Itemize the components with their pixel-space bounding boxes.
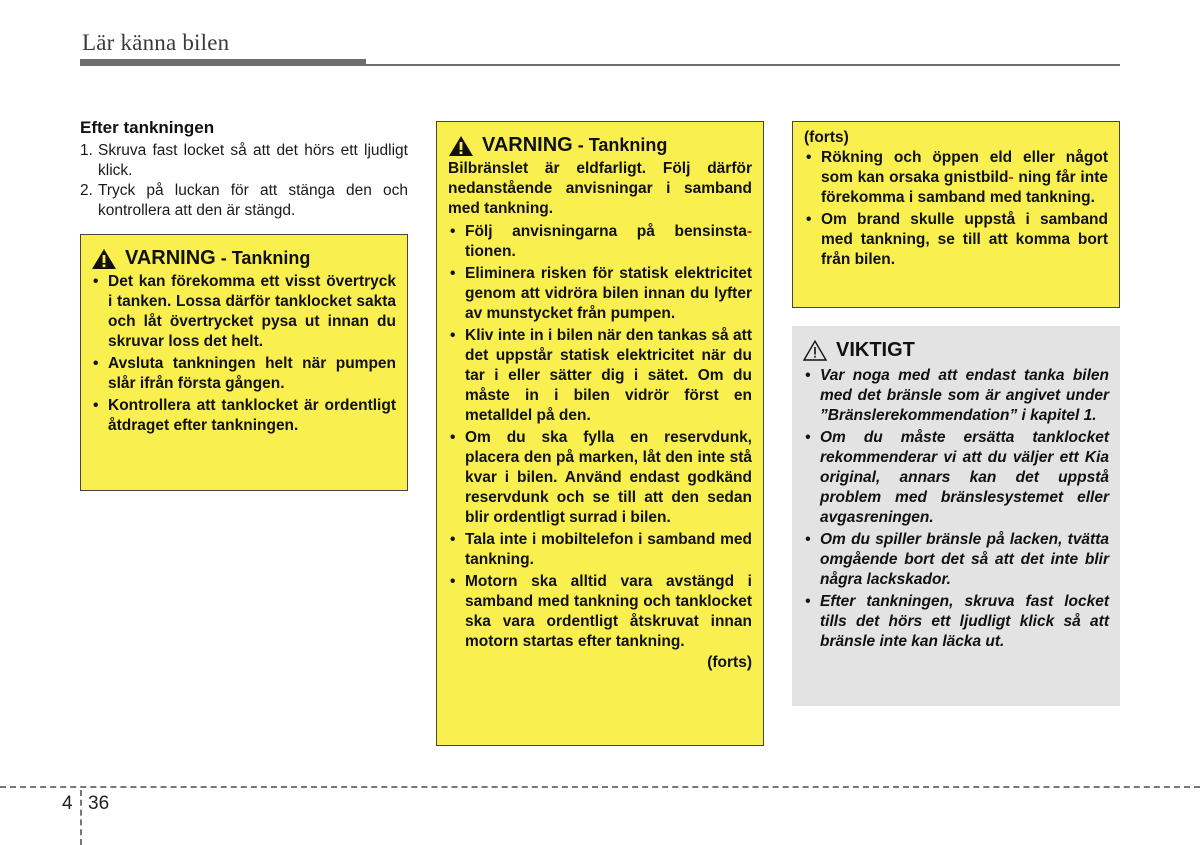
list-item-text: tionen. — [465, 243, 516, 260]
hyphen-mark: - — [1008, 169, 1014, 186]
hyphen-mark: - — [746, 223, 752, 240]
column-1 — [80, 118, 408, 221]
step-text: Tryck på luckan för att stänga den och kontrollera att den är stängd. — [98, 182, 408, 219]
important-box — [792, 326, 1120, 706]
warning-title: VARNING — [125, 247, 216, 269]
list-item: • Om brand skulle uppstå i samband med tankning, se till att komma bort från bilen. — [804, 210, 1108, 270]
warning-list — [91, 272, 396, 436]
page-number: 36 — [88, 793, 110, 814]
warning-list — [448, 222, 752, 652]
list-item-text: ning får inte förekomma i samband med tankning. — [821, 169, 1108, 206]
caution-triangle-icon — [803, 340, 827, 361]
warning-title: VARNING — [482, 134, 573, 156]
step-item — [80, 141, 408, 181]
continued-label: (forts) — [804, 129, 849, 146]
warning-triangle-icon — [448, 135, 474, 157]
list-item: • Kliv inte in i bilen när den tankas så att det uppstår statisk elektricitet när du tar i eller sätter dig i sätet. Om du måste in i bilen vidrör först en metalldel på den. — [448, 326, 752, 426]
list-item-text: Rökning och öppen eld eller något som kan orsaka gnistbild — [821, 149, 1108, 186]
warning-intro: Bilbränslet är eldfarligt. Följ därför nedanstående anvisningar i samband med tankning. — [448, 160, 752, 217]
list-item-text: Följ anvisningarna på bensinsta — [465, 223, 747, 240]
warning-subtitle: - Tankning — [220, 248, 311, 268]
continued-label: (forts) — [707, 654, 752, 671]
section-title: Efter tankningen — [80, 118, 215, 137]
step-number: 1. — [80, 142, 93, 159]
header-rule-thick — [80, 59, 366, 66]
footer-rule — [0, 786, 1200, 788]
warning-triangle-icon — [91, 248, 117, 270]
list-item: • Om du måste ersätta tanklocket rekommenderar vi att du väljer ett Kia original, annars kan det uppstå problem med bränslesystemet eller avgasreningen. — [803, 428, 1109, 528]
important-title: VIKTIGT — [836, 339, 915, 361]
list-item: • Motorn ska alltid vara avstängd i samband med tankning och tanklocket ska vara ordentligt åtskruvat innan motorn startas efter tankning. — [448, 572, 752, 652]
list-item — [804, 148, 1108, 208]
warning-subtitle: - Tankning — [577, 135, 668, 155]
warning-box-continued — [792, 121, 1120, 308]
important-list — [803, 366, 1109, 652]
step-number: 2. — [80, 182, 93, 199]
list-item — [448, 222, 752, 262]
list-item: • Var noga med att endast tanka bilen med det bränsle som är angivet under ”Bränslerekommendation” i kapitel 1. — [803, 366, 1109, 426]
list-item: • Avsluta tankningen helt när pumpen slår ifrån första gången. — [91, 354, 396, 394]
list-item: • Om du ska fylla en reservdunk, placera den på marken, låt den inte stå kvar i bilen. Använd endast godkänd reservdunk och se till att den sedan blir ordentligt surrad i bilen. — [448, 428, 752, 528]
step-item — [80, 181, 408, 221]
footer-divider — [80, 790, 82, 845]
warning-box-refueling-2 — [436, 121, 764, 746]
list-item: • Om du spiller bränsle på lacken, tvätta omgående bort det så att det inte blir några lackskador. — [803, 530, 1109, 590]
step-text: Skruva fast locket så att det hörs ett ljudligt klick. — [98, 142, 408, 179]
list-item: • Tala inte i mobiltelefon i samband med tankning. — [448, 530, 752, 570]
page-header-title: Lär känna bilen — [82, 30, 230, 55]
warning-list — [804, 148, 1108, 270]
list-item: • Det kan förekomma ett visst övertryck i tanken. Lossa därför tanklocket sakta och låt övertrycket pysa ut innan du skruvar loss det helt. — [91, 272, 396, 352]
warning-header — [91, 247, 396, 270]
list-item: • Kontrollera att tanklocket är ordentligt åtdraget efter tankningen. — [91, 396, 396, 436]
warning-header — [448, 134, 752, 157]
important-header — [803, 339, 1109, 362]
list-item: • Eliminera risken för statisk elektricitet genom att vidröra bilen innan du lyfter av munstycket från pumpen. — [448, 264, 752, 324]
warning-box-refueling-1 — [80, 234, 408, 491]
chapter-number: 4 — [62, 793, 73, 814]
header-rule-thin — [366, 64, 1120, 66]
list-item: • Efter tankningen, skruva fast locket tills det hörs ett ljudligt klick så att bränsle inte kan läcka ut. — [803, 592, 1109, 652]
